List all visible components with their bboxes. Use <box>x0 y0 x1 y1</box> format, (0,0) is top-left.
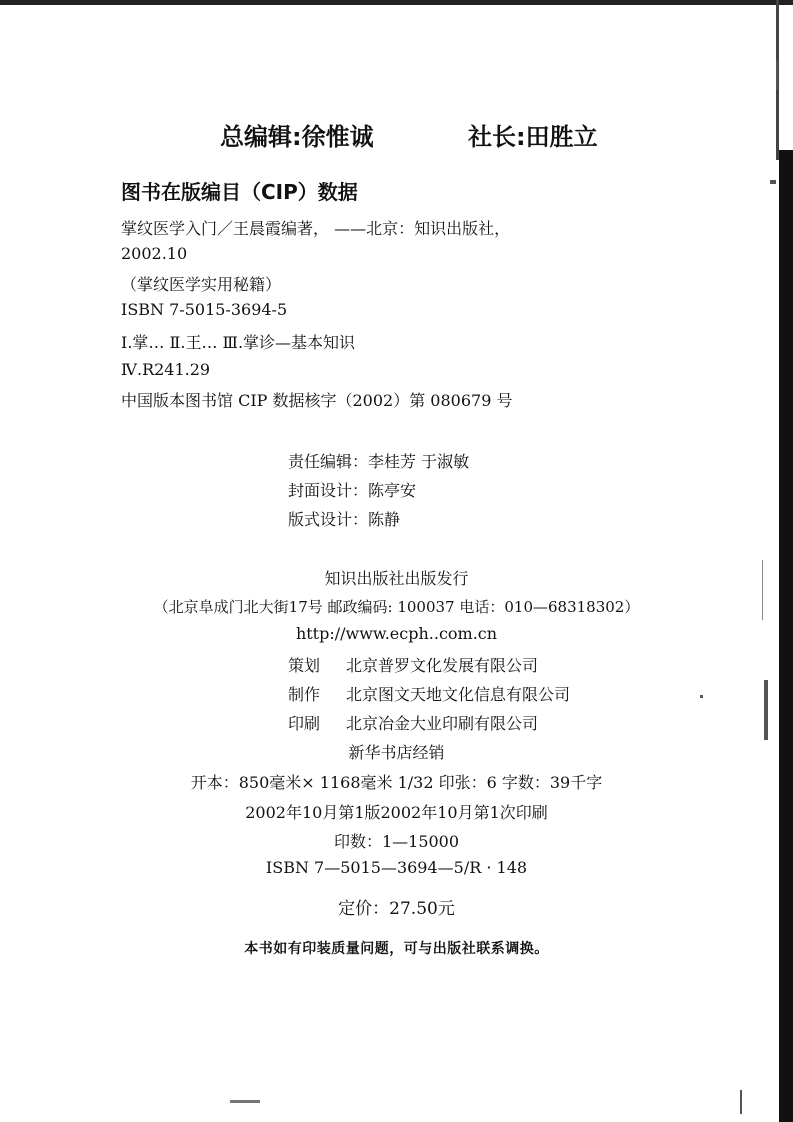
president: 社长:田胜立 <box>468 123 598 151</box>
credit-line: 封面设计：陈亭安 <box>288 481 417 500</box>
print-run: 印数：1—15000 <box>333 832 460 851</box>
publisher-url: http://www.ecph..com.cn <box>295 624 498 643</box>
company-row <box>288 653 538 676</box>
quality-notice: 本书如有印装质量问题，可与出版社联系调换。 <box>244 941 549 957</box>
scan-edge-top <box>0 0 793 5</box>
cip-line: （掌纹医学实用秘籍） <box>121 275 282 294</box>
scan-speck <box>776 60 778 90</box>
credit-line: 版式设计：陈静 <box>288 510 401 529</box>
scan-speck <box>700 695 703 698</box>
cip-title: 图书在版编目（CIP）数据 <box>121 180 358 204</box>
scan-speck <box>230 1100 260 1103</box>
scan-speck <box>770 180 776 184</box>
cip-line: Ⅰ.掌… Ⅱ.王… Ⅲ.掌诊—基本知识 <box>121 333 356 352</box>
scan-speck <box>764 680 768 740</box>
cip-line: Ⅳ.R241.29 <box>121 360 211 379</box>
distributor: 新华书店经销 <box>348 743 445 762</box>
company-role: 制作 <box>288 685 321 704</box>
cip-line: 中国版本图书馆 CIP 数据核字（2002）第 080679 号 <box>121 391 513 410</box>
editor-in-chief: 总编辑:徐惟诚 <box>220 123 374 151</box>
cip-line: 掌纹医学入门／王晨霞编著， ——北京：知识出版社， <box>121 219 511 238</box>
company-role: 策划 <box>288 656 321 675</box>
cip-line: 2002.10 <box>121 244 188 263</box>
company-row <box>288 682 570 705</box>
publisher-address: （北京阜成门北大街17号 邮政编码: 100037 电话：010—68318302） <box>153 598 640 616</box>
company-name: 北京冶金大业印刷有限公司 <box>346 714 539 733</box>
company-role: 印刷 <box>288 714 321 733</box>
price: 定价：27.50元 <box>338 899 455 919</box>
scan-speck <box>740 1090 742 1114</box>
company-name: 北京普罗文化发展有限公司 <box>346 656 539 675</box>
publisher-name: 知识出版社出版发行 <box>324 569 469 588</box>
company-name: 北京图文天地文化信息有限公司 <box>346 685 571 704</box>
isbn-full: ISBN 7—5015—3694—5/R · 148 <box>265 858 528 877</box>
cip-line: ISBN 7-5015-3694-5 <box>121 300 288 319</box>
book-specs: 开本：850毫米× 1168毫米 1/32 印张：6 字数：39千字 <box>190 773 603 792</box>
credit-line: 责任编辑：李桂芳 于淑敏 <box>288 452 470 471</box>
company-row <box>288 711 538 734</box>
edition-info: 2002年10月第1版2002年10月第1次印刷 <box>245 803 548 822</box>
